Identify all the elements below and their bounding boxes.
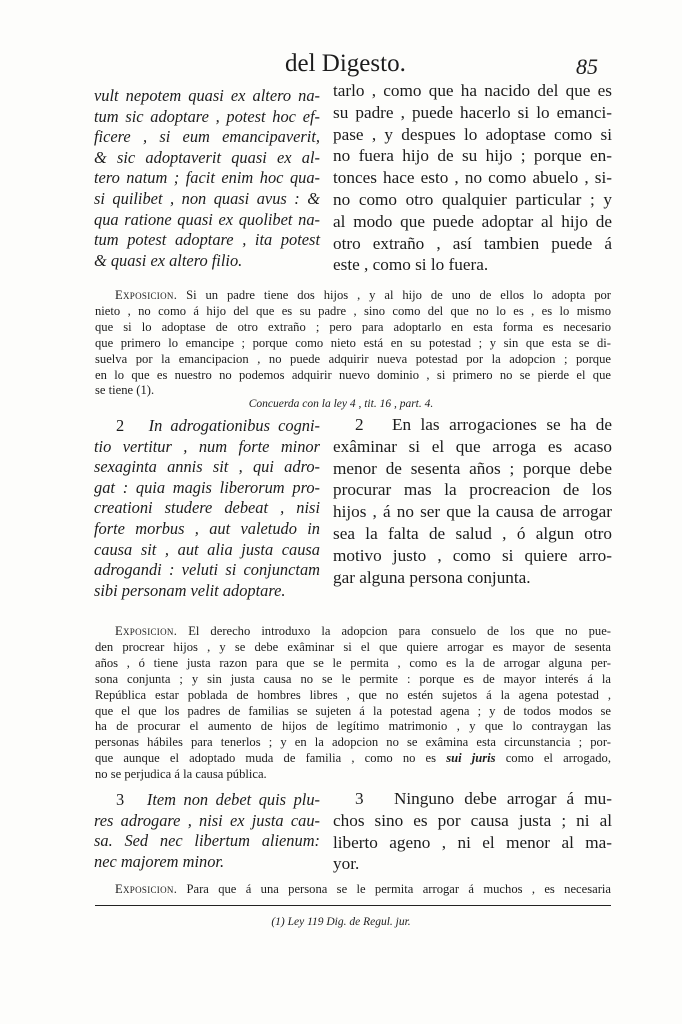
exposicion-line: que si lo adoptase de otro extraño ; pero para adoptarlo en esta forma es necesario	[95, 319, 611, 334]
spanish-line: este , como si lo fuera.	[333, 255, 489, 275]
spanish-line: menor de sesenta años ; porque debe	[333, 458, 612, 478]
exposicion-line: Exposicion. Para que á una persona se le permita arrogar á muchos , es necesaria	[115, 882, 611, 896]
latin-line: ficere , si eum emancipaverit,	[94, 127, 320, 147]
spanish-line: su padre , puede hacerlo si lo emanci-	[333, 102, 612, 122]
exposicion-label: Exposicion.	[115, 288, 178, 302]
exposicion-1	[95, 288, 611, 399]
latin-line: & quasi ex altero filio.	[94, 250, 243, 270]
section-number: 3	[355, 789, 364, 808]
latin-line: res adrogare , nisi ex justa cau-	[94, 810, 320, 830]
exposicion-line: se tiene (1).	[95, 383, 155, 398]
exposicion-2	[95, 624, 611, 783]
latin-column-2	[94, 416, 320, 601]
spanish-line: yor.	[333, 854, 360, 874]
section-number: 2	[116, 416, 125, 435]
exposicion-label: Exposicion.	[115, 624, 178, 638]
latin-line: causa sit , aut alia justa causa	[94, 539, 320, 559]
footnote: (1) Ley 119 Dig. de Regul. jur.	[271, 916, 411, 928]
latin-column-3	[94, 790, 320, 872]
sui-juris-phrase: sui juris	[446, 751, 496, 766]
spanish-line: 2 En las arrogaciones se ha de	[355, 415, 613, 434]
exposicion-line: en lo que es nuestro no podemos adquirir nuevo dominio , si primero no se pierde el que	[95, 367, 611, 382]
page-number: 85	[576, 54, 598, 79]
exposicion-line: que primero lo emancipe ; porque como nieto está en su potestad ; y sin que esta se di-	[95, 335, 611, 350]
exposicion-line: que aunque el adoptado muda de familia , como no es sui juris como el arrogado,	[95, 751, 611, 766]
spanish-line: sea la falta de salud , ó algun otro	[333, 523, 612, 543]
spanish-line: al modo que puede adoptar al hijo de	[333, 211, 612, 231]
spanish-line: motivo justo , como si quiere arro-	[333, 545, 612, 565]
running-title: del Digesto.	[285, 50, 406, 77]
exposicion-line: República estar poblada de hombres libres , que no estén sujetos á la agena potestad ,	[95, 687, 611, 702]
spanish-line: tarlo , como que ha nacido del que es	[333, 81, 612, 100]
exposicion-line: que el que los padres de familias se sujeten á la potestad agena ; y de todos modos se	[95, 703, 611, 718]
exposicion-label: Exposicion.	[115, 882, 178, 896]
latin-line: sexaginta annis sit , qui adro-	[94, 457, 320, 477]
latin-line: gat : quia magis liberorum pro-	[94, 477, 320, 497]
exposicion-line: años , ó tiene justa razon para que se le permita , como es la de arrogar alguna per-	[95, 655, 611, 670]
latin-line: creationi studere debeat , nisi	[94, 498, 320, 518]
spanish-line: no fuera hijo de su hijo ; porque en-	[333, 146, 612, 166]
spanish-column-1	[333, 80, 612, 276]
latin-line: nec majorem minor.	[94, 851, 225, 871]
spanish-line: no como otro qualquier particular ; y	[333, 189, 612, 209]
latin-line: 3 Item non debet quis plu-	[116, 790, 320, 809]
latin-line: 2 In adrogationibus cogni-	[116, 416, 320, 435]
spanish-line: pase , y despues lo adoptase como si	[333, 124, 612, 144]
latin-line: tum potest adoptare , ita potest	[94, 230, 320, 250]
exposicion-line: Exposicion. El derecho introduxo la adopcion para consuelo de los que no pue-	[115, 624, 612, 638]
spanish-line: 3 Ninguno debe arrogar á mu-	[355, 789, 612, 808]
exposicion-line: personas hábiles para tenerlos ; y en la adopcion no se exâmina esta circunstancia ; por-	[95, 735, 611, 750]
latin-line: & sic adoptaverit quasi ex al-	[94, 147, 320, 167]
page-header	[0, 50, 682, 84]
latin-line: tio vertitur , num forte minor	[94, 436, 320, 456]
latin-line: qua ratione quasi ex quolibet na-	[94, 209, 320, 229]
exposicion-line: Exposicion. Si un padre tiene dos hijos , y al hijo de uno de ellos lo adopta por	[115, 288, 611, 302]
latin-column-1	[94, 86, 320, 271]
exposicion-line: no se perjudica á la causa pública.	[95, 767, 267, 782]
exposicion-3	[95, 882, 611, 898]
spanish-line: liberto ageno , ni el menor al ma-	[333, 832, 612, 852]
latin-line: tum sic adoptare , potest hoc ef-	[94, 106, 320, 126]
spanish-column-3	[333, 788, 612, 875]
spanish-line: chos sino es por causa justa ; ni al	[333, 810, 612, 830]
spanish-line: otro extraño , así tambien puede á	[333, 233, 612, 253]
latin-line: tero natum ; facit enim hoc qua-	[94, 168, 320, 188]
latin-line: si quilibet , non quasi avus : &	[94, 188, 320, 208]
latin-line: sibi personam velit adoptare.	[94, 580, 286, 600]
latin-line: forte morbus , aut valetudo in	[94, 518, 320, 538]
spanish-line: procurar mas la procreacion de los	[333, 480, 612, 500]
spanish-line: hijos , á no ser que la causa de arrogar	[333, 502, 612, 522]
exposicion-line: suelva por la emancipacion , no puede adquirir nueva potestad por la adopcion ; porque	[95, 351, 611, 366]
spanish-line: gar alguna persona conjunta.	[333, 567, 531, 587]
exposicion-line: sona conjunta ; y sin justa causa no se le permite : porque es de mayor interés á la	[95, 671, 611, 686]
concordance-note: Concuerda con la ley 4 , tit. 16 , part. 4.	[248, 398, 434, 410]
section-number: 2	[355, 415, 364, 434]
latin-line: adrogandi : veluti si conjunctam	[94, 560, 320, 580]
latin-line: vult nepotem quasi ex altero na-	[94, 86, 320, 105]
exposicion-line: den procrear hijos , y se debe exâminar si el que quiere arrogar es mayor de sesenta	[95, 639, 611, 654]
exposicion-line: ha de procurar el aumento de hijos de legítimo matrimonio , y que lo contraygan las	[95, 719, 611, 734]
exposicion-line: nieto , no como á hijo del que es su padre , sino como del que no lo es , es lo mismo	[95, 303, 611, 318]
spanish-column-2	[333, 414, 612, 588]
latin-line: sa. Sed nec libertum alienum:	[94, 831, 320, 851]
section-number: 3	[116, 790, 125, 809]
spanish-line: tonces hace esto , no como abuelo , si-	[333, 168, 612, 188]
footnote-rule	[95, 905, 611, 906]
spanish-line: exâminar si el que arroga es acaso	[333, 436, 612, 456]
